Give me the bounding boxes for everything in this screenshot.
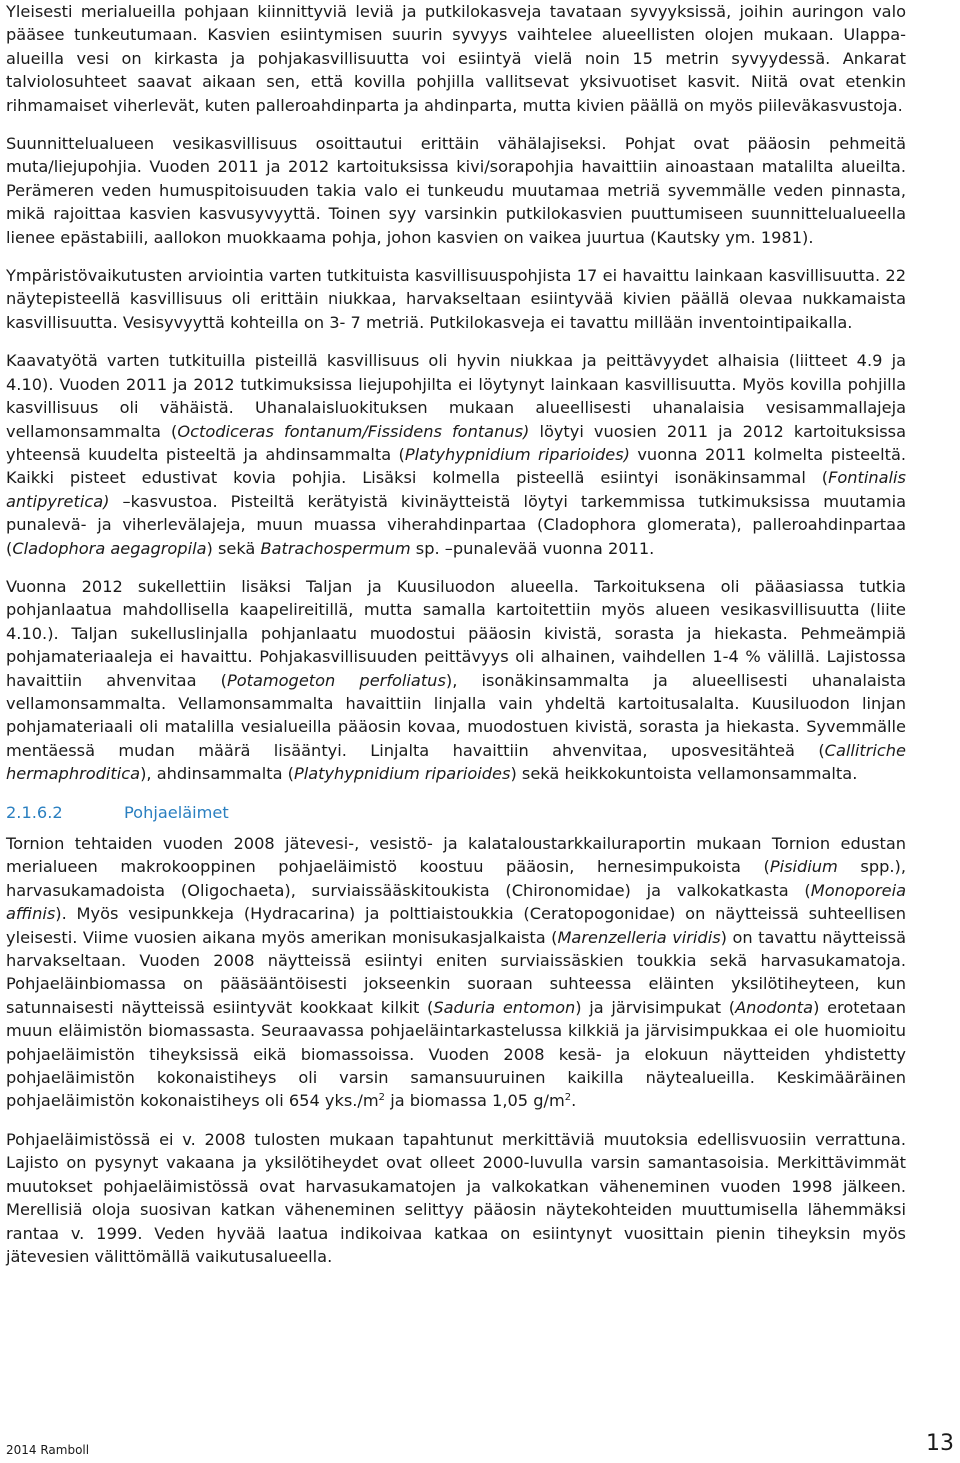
paragraph-text: .	[571, 1091, 577, 1111]
paragraph-text: –kasvustoa. Pisteiltä kerätyistä kivinäytteistä löytyi tarkemmissa tutkimuksissa muutamia punalevä- ja viherlevälajeja, muun muassa viherahdinpartaa (Cladophora glomerata), palleroahdinpartaa (	[6, 491, 906, 558]
species-name: Batrachospermum	[260, 538, 411, 558]
paragraph-text: löytyi vuosien 2011 ja 2012 kartoituksissa yhteensä kuudelta pisteeltä ja ahdinsammalta (	[6, 421, 906, 464]
page-number: 13	[926, 1431, 954, 1456]
species-name: Platyhypnidium riparioides)	[404, 444, 630, 464]
paragraph-text: Pohjaeläimistössä ei v. 2008 tulosten mukaan tapahtunut merkittäviä muutoksia edellisvuosiin verrattuna. Lajisto on pysynyt vakaana ja yksilötiheydet ovat olleet 2000-luvulla varsin samantasoisia. Merkittävimmät muutokset pohjaeläimistössä ovat harvasukamatojen ja valkokatkan väheneminen vuoden 1998 jälkeen. Merellisiä oloja suosivan katkan väheneminen selittyy pääosin näytekohteiden muuttumisella lähemmäksi rantaa v. 1999. Veden hyvää laatua indikoivaa katkaa on esiintynyt vuosittain pienin tiheyksin myös jätevesien välittömällä vaikutusalueella.	[6, 1129, 906, 1266]
species-name: Fontinalis antipyretica)	[6, 468, 906, 511]
section-title: Pohjaeläimet	[124, 802, 229, 822]
paragraph-text: ) sekä	[206, 538, 261, 558]
species-name: Platyhypnidium riparioides	[293, 764, 511, 784]
section-heading	[6, 801, 906, 824]
paragraph-text: ). Myös vesipunkkeja (Hydracarina) ja polttiaistoukkia (Ceratopogonidae) on näytteissä suhteellisen yleisesti. Viime vuosien aikana myös amerikan monisukasjalkaista (	[6, 904, 906, 947]
paragraph-text: ) on tavattu näytteissä harvakseltaan. Vuoden 2008 näytteissä esiintyi eniten surviaissäskien toukkia sekä harvasukamatoja. Pohjaeläinbiomassa on pääsääntöisesti jokseenkin suoraan suhteessa eläinten yksilötiheyteen, kun satunnaisesti näytteissä esiintyvät kookkaat kilkit (	[6, 927, 906, 1017]
footer-company: 2014 Ramboll	[6, 1443, 90, 1457]
paragraph-text: Tornion tehtaiden vuoden 2008 jätevesi-, vesistö- ja kalataloustarkkailuraportin mukaan Tornion edustan merialueen makrokooppinen pohjaeläimistö koostuu pääosin, hernesimpukoista (	[6, 834, 906, 877]
species-name: Callitriche hermaphroditica	[6, 740, 906, 784]
paragraph-text: Vuonna 2012 sukellettiin lisäksi Taljan ja Kuusiluodon alueella. Tarkoituksena oli pääasiassa tutkia pohjanlaatua mahdollisella kaapelireitillä, mutta samalla kartoitettiin myös alueen vesikasvillisuutta (liite 4.10.). Taljan sukelluslinjalla pohjanlaatu muodostui pääosin kivistä, sorasta ja hiekasta. Pehmeämpiä pohjamateriaaleja ei havaittu. Pohjakasvillisuuden peittävyys oli alhainen, vaihdellen 1-4 % välillä. Lajistossa havaittiin ahvenvitaa (	[6, 576, 906, 690]
document-page	[6, 0, 906, 1283]
paragraph	[6, 132, 906, 249]
species-name: Marenzelleria viridis	[557, 927, 721, 947]
paragraph	[6, 349, 906, 560]
superscript: 2	[378, 1092, 386, 1104]
species-name: Monoporeia affinis	[6, 880, 906, 924]
body-text-section-1	[6, 0, 906, 786]
paragraph-text: Kaavatyötä varten tutkituilla pisteillä kasvillisuus oli hyvin niukkaa ja peittävyydet alhaisia (liitteet 4.9 ja 4.10). Vuoden 2011 ja 2012 tutkimuksissa liejupohjilta ei löytynyt lainkaan kasvillisuutta. Myös kovilla pohjilla kasvillisuus oli vähäistä. Uhanalaisluokituksen mukaan alueellisesti uhanalaisia vesisammallajeja vellamonsammalta (	[6, 351, 906, 441]
paragraph-text: ) erotetaan muun eläimistön biomassasta. Seuraavassa pohjaeläintarkastelussa kilkkiä ja järvisimpukkaa ei ole huomioitu pohjaeläimistön tiheyksissä eikä biomassoissa. Vuoden 2008 kesä- ja elokuun näytteiden yhdistetty pohjaeläimistön kokonaistiheys oli varsin samansuuruinen kaikilla näytealueilla. Keskimääräinen pohjaeläimistön kokonaistiheys oli 654 yks./m	[6, 997, 906, 1111]
paragraph-text: Ympäristövaikutusten arviointia varten tutkituista kasvillisuuspohjista 17 ei havaittu lainkaan kasvillisuutta. 22 näytepisteellä kasvillisuus oli erittäin niukkaa, harvakseltaan esiintyvää kivien päällä olevaa nukkamaista kasvillisuutta. Vesisyvyyttä kohteilla on 3- 7 metriä. Putkilokasveja ei tavattu millään inventointipaikalla.	[6, 266, 906, 332]
species-name: Anodonta	[735, 997, 814, 1017]
paragraph-text: sp. –punalevää vuonna 2011.	[410, 538, 655, 558]
paragraph-text: ja biomassa 1,05 g/m	[385, 1091, 565, 1111]
paragraph-text: ) sekä heikkokuntoista vellamonsammalta.	[510, 764, 858, 784]
paragraph-text: Suunnittelualueen vesikasvillisuus osoittautui erittäin vähälajiseksi. Pohjat ovat pääosin pehmeitä muta/liejupohjia. Vuoden 2011 ja 2012 kartoituksissa kivi/sorapohjia havaittiin ainoastaan matalilta alueilta. Perämeren veden humuspitoisuuden takia valo ei tunkeudu muutamaa metriä syvemmälle veden pinnasta, mikä rajoittaa kasvien kasvusyvyyttä. Toinen syy varsinkin putkilokasvien puuttumiseen suunnittelualueella lienee epästabiili, aallokon muokkaama pohja, johon kasvien on vaikea juurtua (Kautsky ym. 1981).	[6, 134, 906, 247]
paragraph	[6, 575, 906, 786]
species-name: Pisidium	[769, 857, 838, 877]
paragraph	[6, 264, 906, 334]
superscript: 2	[564, 1092, 572, 1104]
paragraph-text: Yleisesti merialueilla pohjaan kiinnittyviä leviä ja putkilokasveja tavataan syvyyksissä, joihin auringon valo pääsee tunkeutumaan. Kasvien esiintymisen suurin syvyys vaihtelee alueellisten olojen mukaan. Ulappa-alueilla vesi on kirkasta ja pohjakasvillisuutta voi esiintyä vielä noin 15 metrin syvyydessä. Ankarat talviolosuhteet saavat aikaan sen, että kovilla pohjilla vallitsevat yksivuotiset kasvit. Niitä ovat etenkin rihmamaiset viherlevät, kuten palleroahdinparta ja ahdinparta, mutta kivien päällä on myös piileväkasvustoja.	[6, 2, 906, 115]
body-text-section-2	[6, 832, 906, 1268]
paragraph-text: ) ja järvisimpukat (	[575, 997, 736, 1017]
paragraph	[6, 0, 906, 117]
paragraph-text: ), isonäkinsammalta ja alueellisesti uhanalaista vellamonsammalta. Vellamonsammalta havaittiin linjalla vain yhdeltä kartoitusalalta. Kuusiluodon linjan pohjamateriaali oli matalilla vesialueilla pääosin kovaa, muodostuen kivistä, sorasta ja hiekasta. Syvemmälle mentäessä mudan määrä lisääntyi. Linjalta havaittiin ahvenvitaa, uposvesitähteä (	[6, 670, 906, 760]
section-number: 2.1.6.2	[6, 802, 63, 822]
paragraph	[6, 832, 906, 1113]
species-name: Octodiceras fontanum/Fissidens fontanus)	[177, 421, 530, 441]
paragraph	[6, 1128, 906, 1268]
species-name: Potamogeton perfoliatus	[226, 670, 446, 690]
paragraph-text: spp.), harvasukamadoista (Oligochaeta), surviaissääskitoukista (Chironomidae) ja valkokatkasta (	[6, 857, 906, 900]
species-name: Cladophora aegagropila	[12, 538, 207, 558]
paragraph-text: ), ahdinsammalta (	[140, 764, 294, 784]
species-name: Saduria entomon	[433, 997, 576, 1017]
paragraph-text: vuonna 2011 kolmelta pisteeltä. Kaikki pisteet edustivat kovia pohjia. Lisäksi kolmella pisteellä esiintyi isonäkinsammal (	[6, 444, 907, 488]
